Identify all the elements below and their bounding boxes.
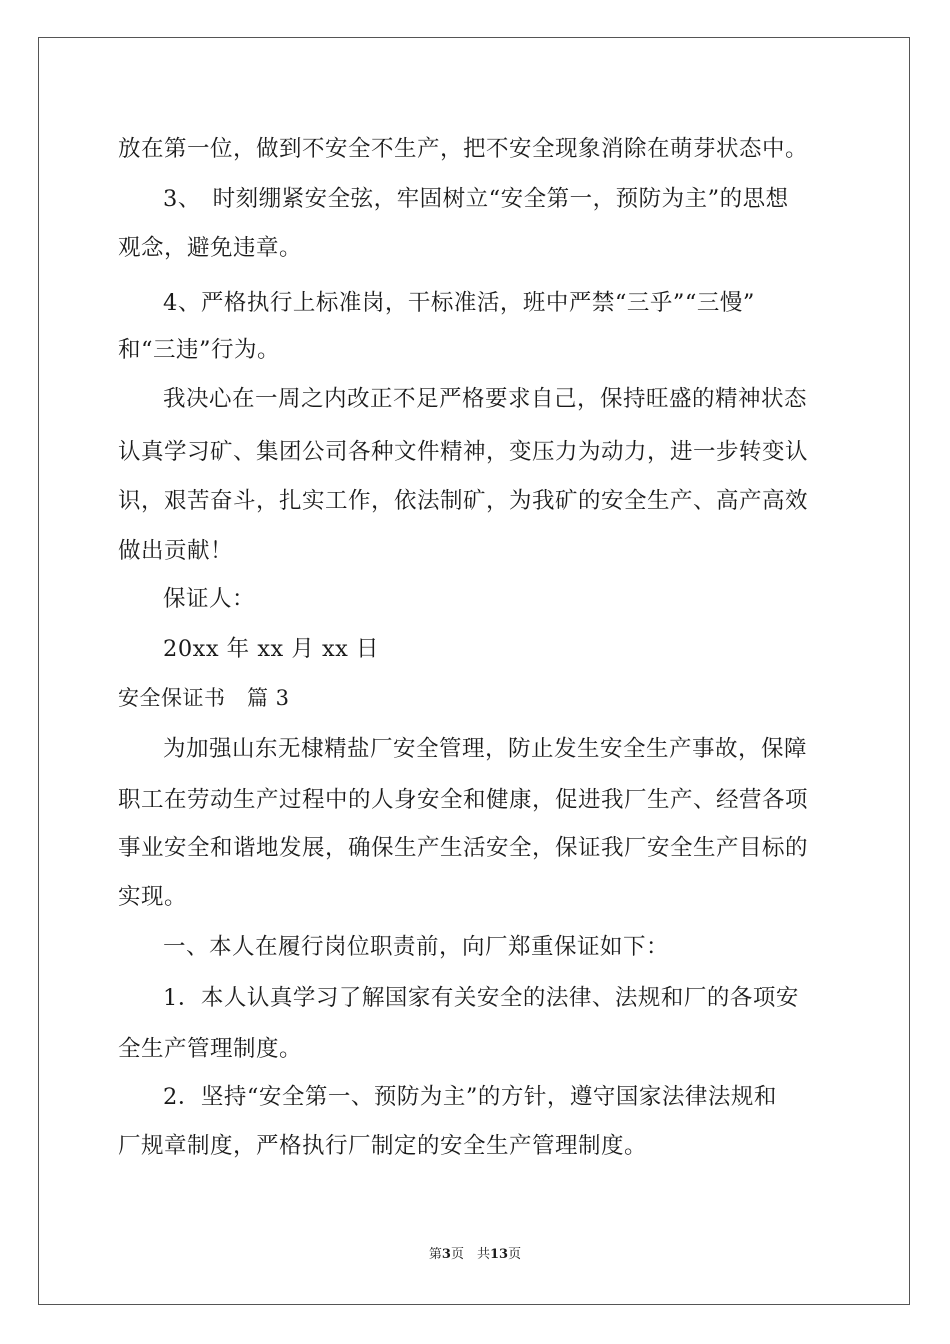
text-line: 观念，避免违章。 (118, 235, 303, 261)
text-line: 1．本人认真学习了解国家有关安全的法律、法规和厂的各项安 (163, 985, 799, 1011)
text-line: 我决心在一周之内改正不足严格要求自己，保持旺盛的精神状态 (163, 386, 808, 412)
text-line: 识，艰苦奋斗，扎实工作，依法制矿，为我矿的安全生产、高产高效 (118, 488, 809, 514)
text-line: 和“三违”行为。 (118, 337, 281, 363)
text-line: 实现。 (118, 884, 188, 910)
text-line: 3、 时刻绷紧安全弦，牢固树立“安全第一，预防为主”的思想 (163, 186, 789, 212)
footer-mid: 页 共 (450, 1247, 490, 1262)
text-line: 全生产管理制度。 (118, 1036, 303, 1062)
current-page-number: 3 (441, 1247, 451, 1262)
text-line: 做出贡献！ (118, 538, 234, 564)
text-line: 4、严格执行上标准岗，干标准活，班中严禁“三乎”“三慢” (163, 290, 755, 316)
date-line: 20xx 年 xx 月 xx 日 (163, 636, 380, 662)
text-line: 为加强山东无棣精盐厂安全管理，防止发生安全生产事故，保障 (163, 736, 808, 762)
text-line: 厂规章制度，严格执行厂制定的安全生产管理制度。 (118, 1133, 648, 1159)
text-line: 一、本人在履行岗位职责前，向厂郑重保证如下： (163, 934, 670, 960)
text-line: 放在第一位，做到不安全不生产，把不安全现象消除在萌芽状态中。 (118, 136, 809, 162)
footer-prefix: 第 (428, 1247, 442, 1262)
page-footer (0, 1246, 950, 1264)
text-line: 职工在劳动生产过程中的人身安全和健康，促进我厂生产、经营各项 (118, 787, 809, 813)
text-line: 认真学习矿、集团公司各种文件精神，变压力为动力，进一步转变认 (118, 439, 809, 465)
page-border (38, 37, 910, 1305)
footer-suffix: 页 (508, 1247, 522, 1262)
text-line: 保证人： (163, 586, 256, 612)
text-line: 2．坚持“安全第一、预防为主”的方针，遵守国家法律法规和 (163, 1084, 777, 1110)
text-line: 事业安全和谐地发展，确保生产生活安全，保证我厂安全生产目标的 (118, 835, 809, 861)
section-heading: 安全保证书 篇 3 (118, 686, 290, 710)
total-page-number: 13 (489, 1247, 509, 1262)
